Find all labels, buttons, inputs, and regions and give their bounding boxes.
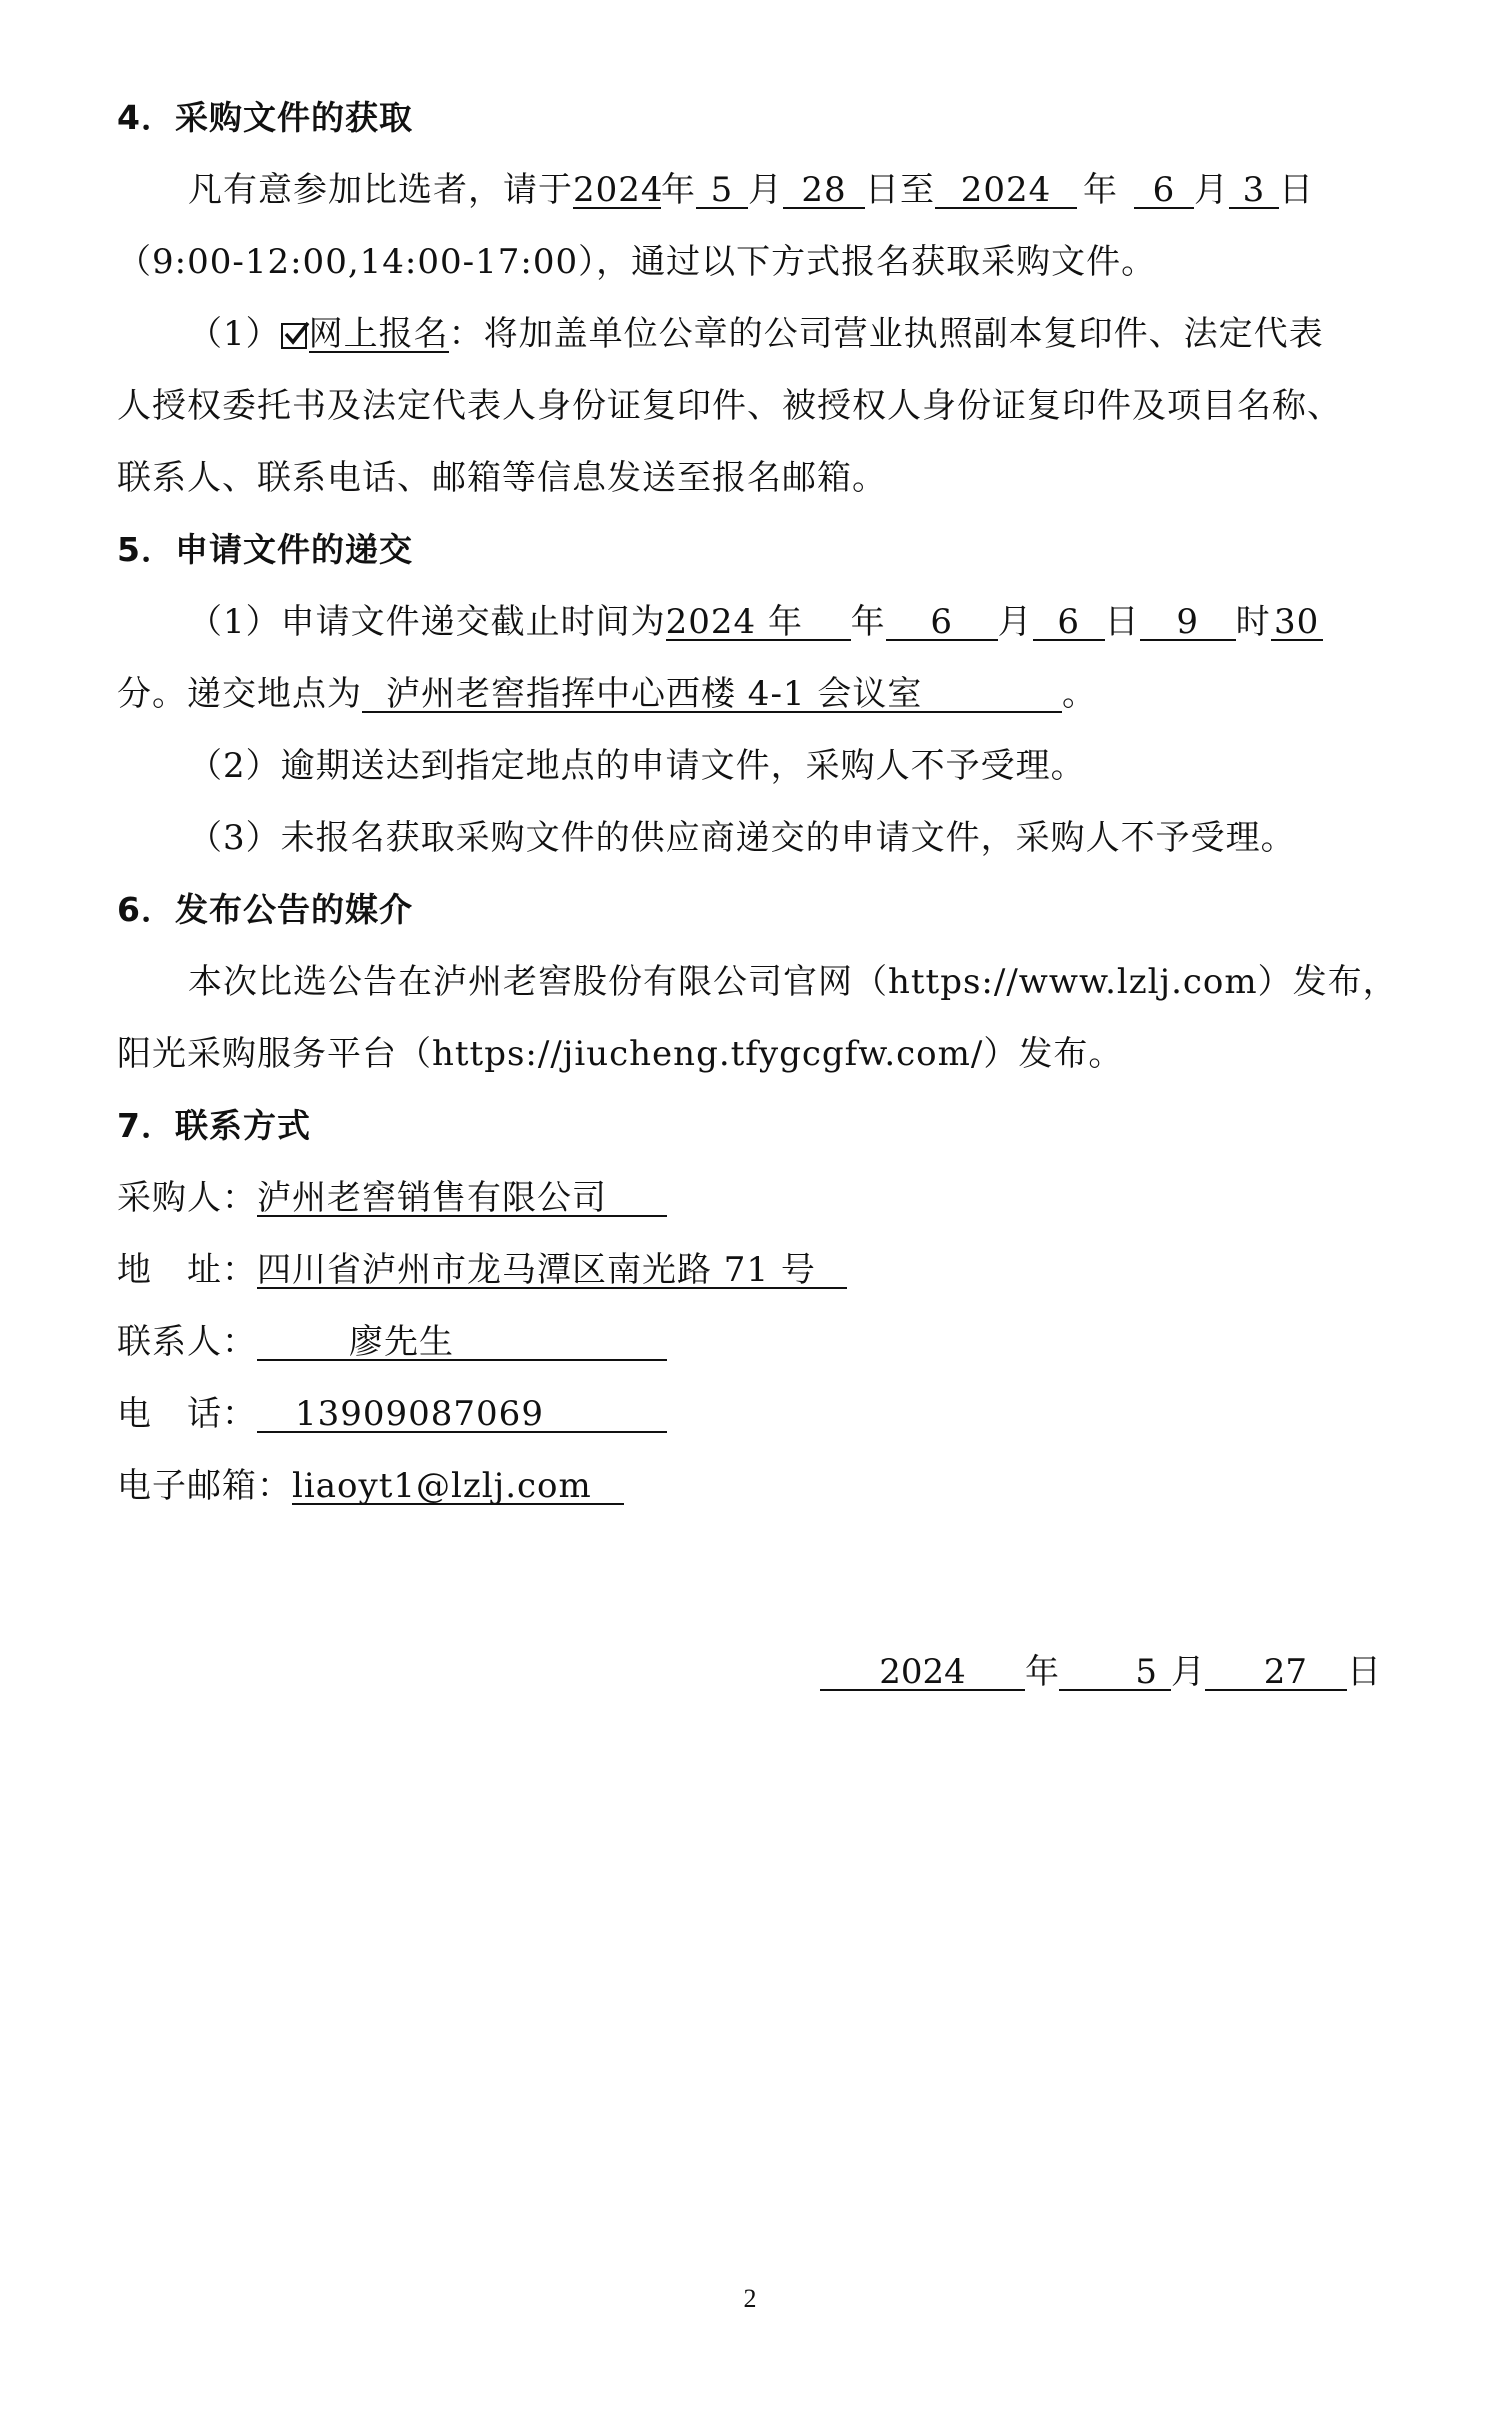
ri: 日 bbox=[1104, 602, 1140, 642]
section-7-heading: 7．联系方式 bbox=[117, 1106, 311, 1145]
checked-checkbox-icon bbox=[281, 323, 307, 349]
s6-line-1: 本次比选公告在泸州老窖股份有限公司官网（https://www.lzlj.com）发布， bbox=[188, 962, 1398, 1002]
start-day: 28 bbox=[783, 173, 865, 209]
s4-item1-line-3: 联系人、联系电话、邮箱等信息发送至报名邮箱。 bbox=[117, 458, 887, 498]
sign-month: 5 bbox=[1059, 1655, 1171, 1691]
s4-item1-line-2: 人授权委托书及法定代表人身份证复印件、被授权人身份证复印件及项目名称、 bbox=[117, 386, 1342, 426]
deadline-year: 2024 年 bbox=[666, 605, 851, 641]
end-day: 3 bbox=[1229, 173, 1279, 209]
s5-deadline-line-1 bbox=[188, 602, 1323, 642]
purchaser-value: 泸州老窖销售有限公司 bbox=[257, 1181, 667, 1217]
start-year: 2024 bbox=[573, 170, 664, 210]
yue: 月 bbox=[748, 170, 783, 210]
email-label: 电子邮箱： bbox=[117, 1466, 292, 1506]
address-label: 地 址： bbox=[117, 1250, 257, 1290]
shi: 时 bbox=[1235, 602, 1271, 642]
phone-row bbox=[117, 1394, 667, 1434]
phone-label: 电 话： bbox=[117, 1394, 257, 1434]
nian: 年 bbox=[1083, 170, 1118, 210]
s6-line-2: 阳光采购服务平台（https://jiucheng.tfygcgfw.com/）发布。 bbox=[117, 1034, 1124, 1074]
s4-item1-line-1 bbox=[188, 314, 1324, 354]
purchaser-label: 采购人： bbox=[117, 1178, 257, 1218]
end-year: 2024 bbox=[935, 173, 1077, 209]
signature-date bbox=[820, 1652, 1381, 1692]
deadline-day: 6 bbox=[1033, 605, 1105, 641]
nian: 年 bbox=[1025, 1652, 1059, 1692]
section-5-heading: 5．申请文件的递交 bbox=[117, 530, 413, 569]
s5-item-3: （3）未报名获取采购文件的供应商递交的申请文件，采购人不予受理。 bbox=[188, 818, 1296, 858]
deadline-month: 6 bbox=[886, 605, 998, 641]
contact-row bbox=[117, 1322, 667, 1362]
submission-location: 泸州老窖指挥中心西楼 4-1 会议室 bbox=[362, 677, 1062, 713]
phone-value: 13909087069 bbox=[257, 1397, 667, 1433]
ri: 日 bbox=[1279, 170, 1314, 210]
email-value: liaoyt1@lzlj.com bbox=[292, 1469, 624, 1505]
deadline-hour: 9 bbox=[1140, 605, 1236, 641]
purchaser-row bbox=[117, 1178, 667, 1218]
contact-label: 联系人： bbox=[117, 1322, 257, 1362]
yue: 月 bbox=[997, 602, 1033, 642]
sign-day: 27 bbox=[1205, 1655, 1347, 1691]
nian: 年 bbox=[661, 170, 696, 210]
deadline-minute: 30 bbox=[1271, 605, 1323, 641]
sign-year: 2024 bbox=[820, 1655, 1025, 1691]
s4-paragraph-line-1 bbox=[188, 170, 1314, 210]
yue: 月 bbox=[1194, 170, 1229, 210]
contact-value: 廖先生 bbox=[257, 1325, 667, 1361]
s4-text: 凡有意参加比选者，请于 bbox=[188, 170, 573, 210]
s4-paragraph-line-2: （9:00-12:00,14:00-17:00），通过以下方式报名获取采购文件。 bbox=[117, 242, 1157, 282]
address-row bbox=[117, 1250, 847, 1290]
ri: 日 bbox=[1347, 1652, 1381, 1692]
s5-item-2: （2）逾期送达到指定地点的申请文件，采购人不予受理。 bbox=[188, 746, 1086, 786]
section-4-heading: 4．采购文件的获取 bbox=[117, 98, 413, 137]
address-value: 四川省泸州市龙马潭区南光路 71 号 bbox=[257, 1253, 847, 1289]
yue: 月 bbox=[1171, 1652, 1205, 1692]
end-month: 6 bbox=[1134, 173, 1194, 209]
page-number: 2 bbox=[743, 2284, 757, 2313]
s5-text: 分。递交地点为 bbox=[117, 674, 362, 714]
section-6-heading: 6．发布公告的媒介 bbox=[117, 890, 413, 929]
item-number: （1） bbox=[188, 314, 281, 354]
online-registration-label: 网上报名 bbox=[308, 314, 449, 354]
s5-deadline-line-2 bbox=[117, 674, 1097, 714]
period: 。 bbox=[1062, 674, 1097, 714]
email-row bbox=[117, 1466, 624, 1506]
s5-text: （1）申请文件递交截止时间为 bbox=[188, 602, 666, 642]
ri-zhi: 日至 bbox=[865, 170, 935, 210]
item1-text: ：将加盖单位公章的公司营业执照副本复印件、法定代表 bbox=[448, 314, 1324, 354]
start-month: 5 bbox=[696, 173, 748, 209]
nian: 年 bbox=[850, 602, 886, 642]
